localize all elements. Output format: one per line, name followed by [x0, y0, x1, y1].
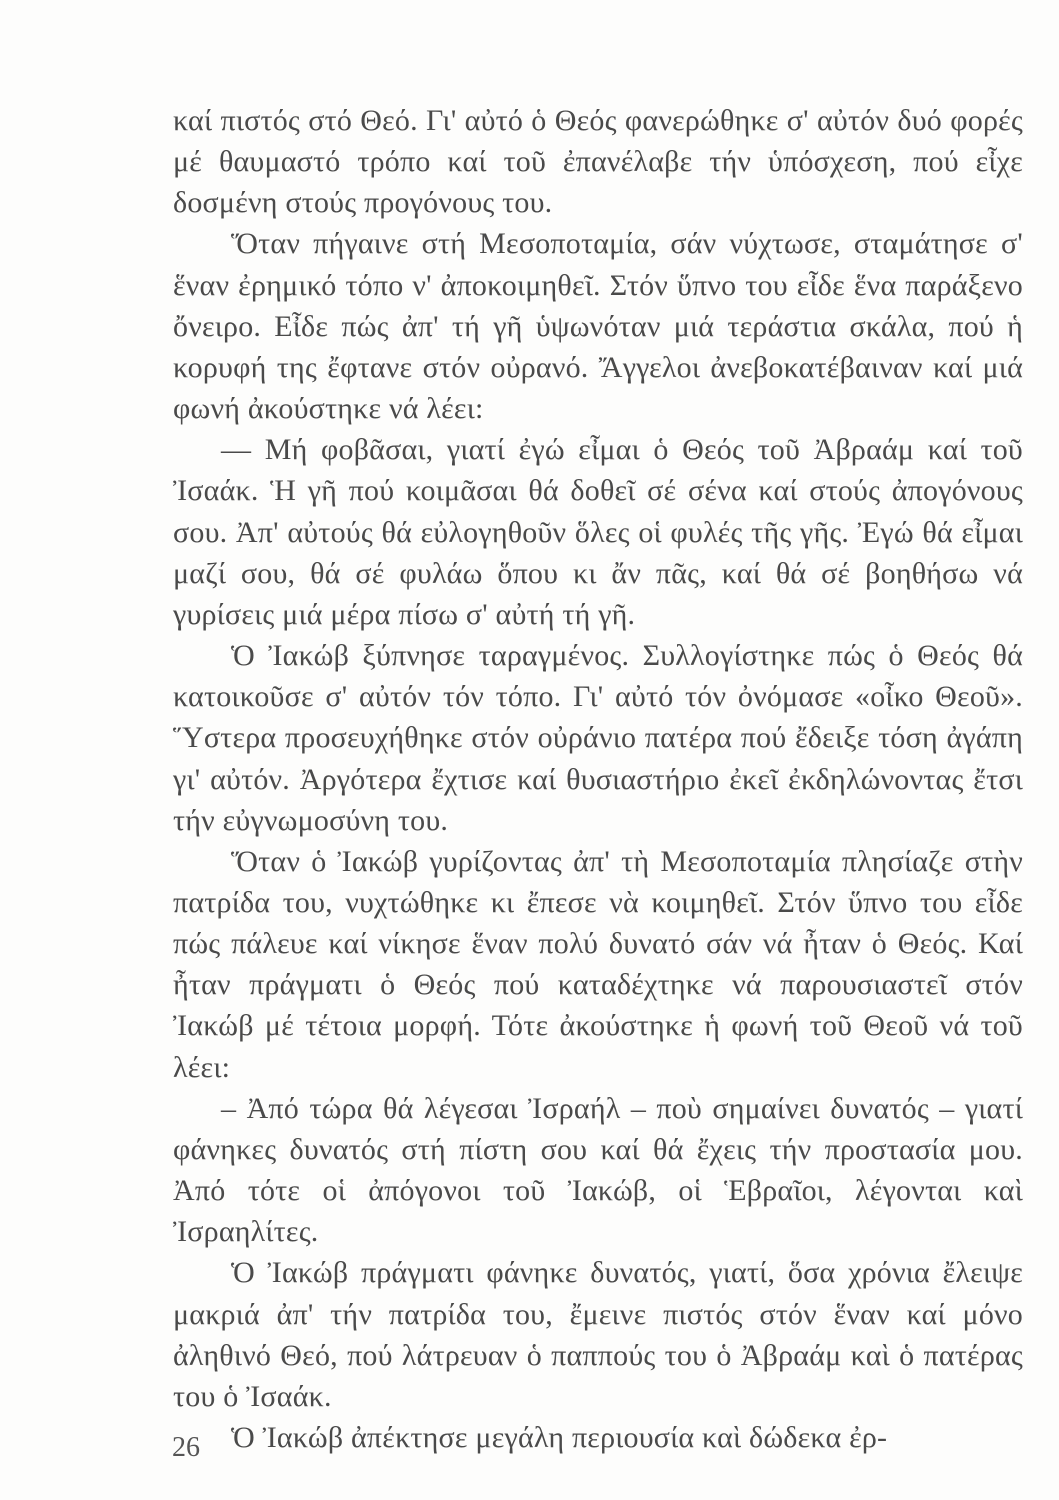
paragraph-6-speech: – Ἀπό τώρα θά λέγεσαι Ἰσραήλ – ποὺ σημαίνει δυνατός – γιατί φάνηκες δυνατός στή πίστη σου καί θά ἔχεις τήν προστασία μου. Ἀπό τότε οἱ ἀπόγονοι τοῦ Ἰακώβ, οἱ Ἑβραῖοι, λέγονται καὶ Ἰσραηλίτες.	[173, 1091, 1023, 1249]
paragraph-1: καί πιστός στό Θεό. Γι' αὐτό ὁ Θεός φανερώθηκε σ' αὐτόν δυό φορές μέ θαυμαστό τρόπο καί τοῦ ἐπανέλαβε τήν ὑπόσχεση, πού εἶχε δοσμένη στούς προγόνους του.	[173, 104, 1023, 220]
paragraph-5: Ὅταν ὁ Ἰακώβ γυρίζοντας ἀπ' τὴ Μεσοποταμία πλησίαζε στὴν πατρίδα του, νυχτώθηκε κι ἔπεσε νὰ κοιμηθεῖ. Στόν ὕπνο του εἶδε πώς πάλευε καί νίκησε ἕναν πολύ δυνατό σάν νά ἦταν ὁ Θεός. Καί ἦταν πράγματι ὁ Θεός πού καταδέχτηκε νά παρουσιαστεῖ στόν Ἰακώβ μέ τέτοια μορφή. Τότε ἀκούστηκε ἡ φωνή τοῦ Θεοῦ νά τοῦ λέει:	[173, 844, 1023, 1084]
paragraph-4: Ὁ Ἰακώβ ξύπνησε ταραγμένος. Συλλογίστηκε πώς ὁ Θεός θά κατοικοῦσε σ' αὐτόν τόν τόπο. Γι' αὐτό τόν ὀνόμασε «οἶκο Θεοῦ». Ὕστερα προσευχήθηκε στόν οὐράνιο πατέρα πού ἔδειξε τόση ἀγάπη γι' αὐτόν. Ἀργότερα ἔχτισε καί θυσιαστήριο ἐκεῖ ἐκδηλώνοντας ἔτσι τήν εὐγνωμοσύνη του.	[173, 639, 1023, 837]
body-text	[173, 100, 1023, 1458]
paragraph-7: Ὁ Ἰακώβ πράγματι φάνηκε δυνατός, γιατί, ὅσα χρόνια ἔλειψε μακριά ἀπ' τήν πατρίδα του, ἔμεινε πιστός στόν ἕναν καί μόνο ἀληθινό Θεό, πού λάτρευαν ὁ παππούς του ὁ Ἀβραάμ καὶ ὁ πατέρας του ὁ Ἰσαάκ.	[173, 1256, 1023, 1413]
paragraph-2: Ὅταν πήγαινε στή Μεσοποταμία, σάν νύχτωσε, σταμάτησε σ' ἕναν ἐρημικό τόπο ν' ἀποκοιμηθεῖ. Στόν ὕπνο του εἶδε ἕνα παράξενο ὄνειρο. Εἶδε πώς ἀπ' τή γῆ ὑψωνόταν μιά τεράστια σκάλα, πού ἡ κορυφή της ἔφτανε στόν οὐρανό. Ἄγγελοι ἀνεβοκατέβαιναν καί μιά φωνή ἀκούστηκε νά λέει:	[173, 227, 1023, 426]
paragraph-3-speech: — Μή φοβᾶσαι, γιατί ἐγώ εἶμαι ὁ Θεός τοῦ Ἀβραάμ καί τοῦ Ἰσαάκ. Ἡ γῆ πού κοιμᾶσαι θά δοθεῖ σέ σένα καί στούς ἀπογόνους σου. Ἀπ' αὐτούς θά εὐλογηθοῦν ὅλες οἱ φυλές τῆς γῆς. Ἐγώ θά εἶμαι μαζί σου, θά σέ φυλάω ὅπου κι ἄν πᾶς, καί θά σέ βοηθήσω νά γυρίσεις μιά μέρα πίσω σ' αὐτή τή γῆ.	[173, 433, 1023, 631]
page-number: 26	[172, 1432, 200, 1463]
paragraph-8: Ὁ Ἰακώβ ἀπέκτησε μεγάλη περιουσία καὶ δώδεκα ἐρ-	[231, 1421, 888, 1454]
